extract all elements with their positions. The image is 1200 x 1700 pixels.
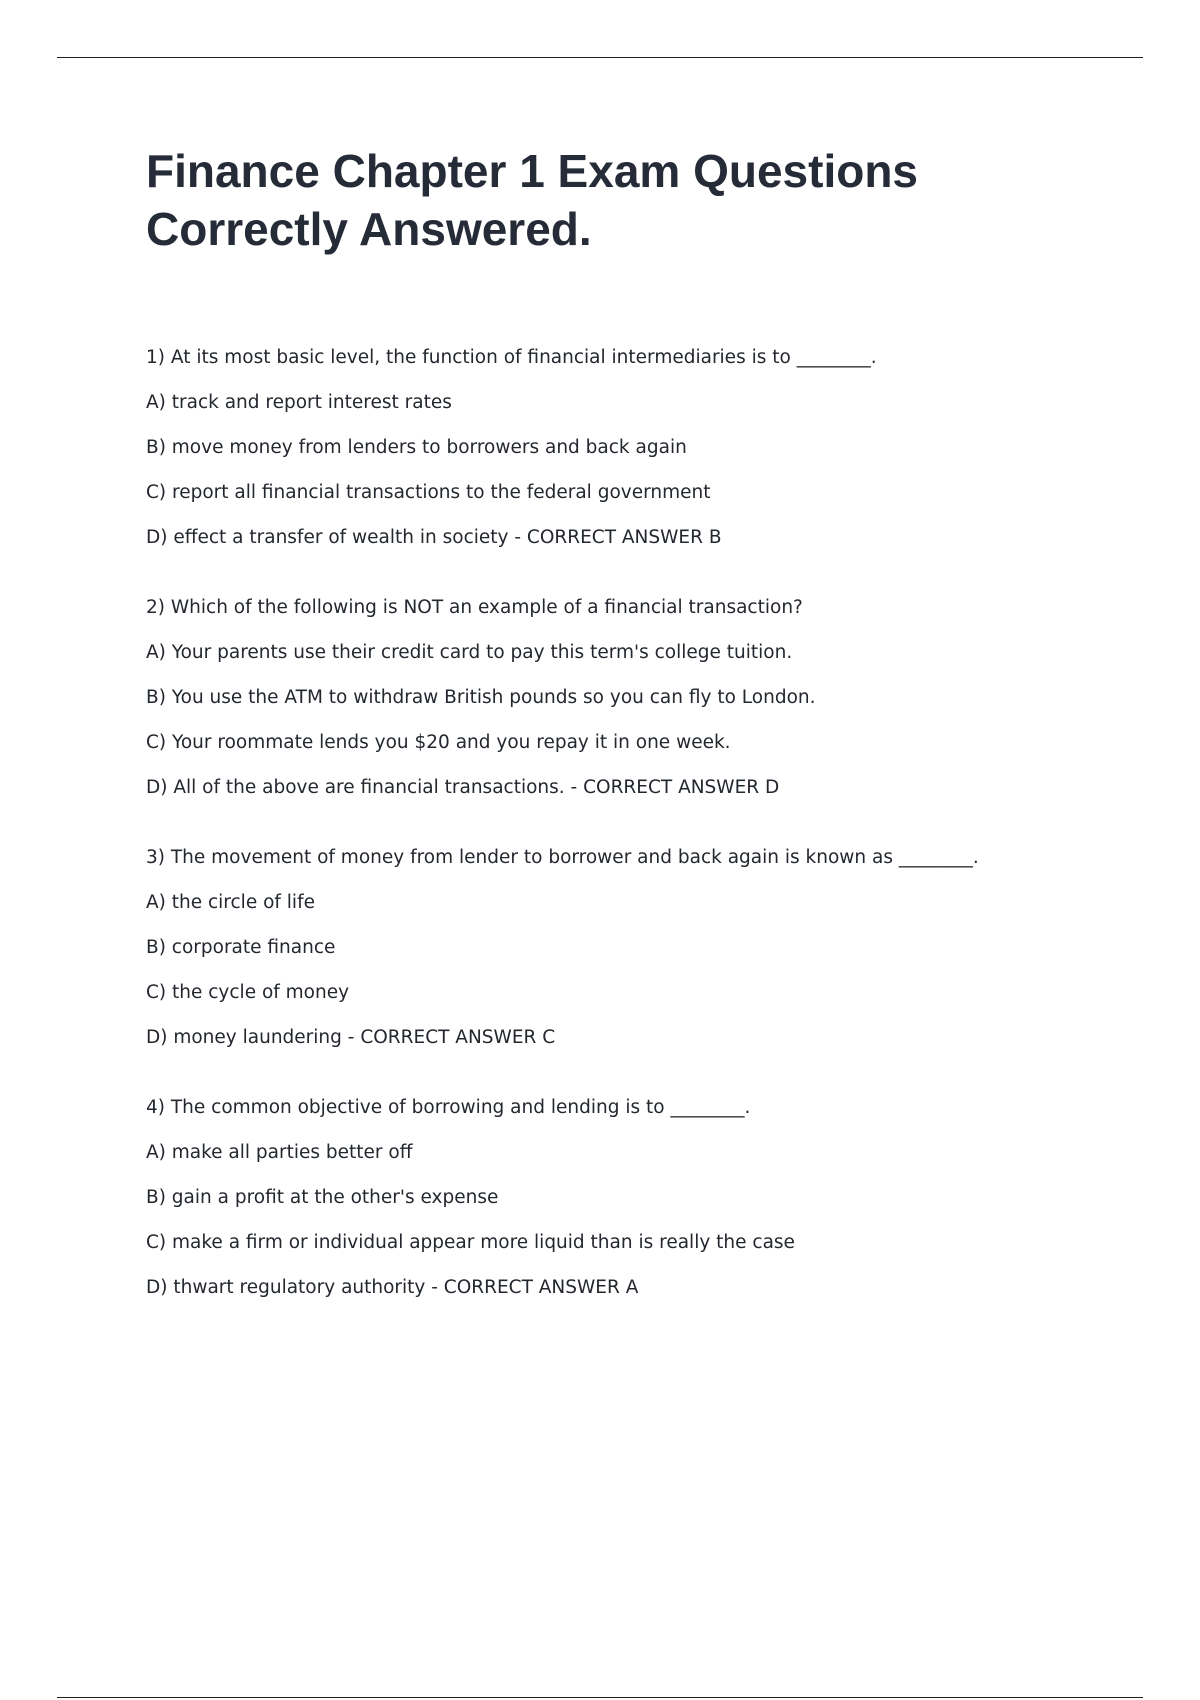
answer-option-d: D) effect a transfer of wealth in society - CORRECT ANSWER B [146, 527, 722, 548]
question-3 [146, 846, 1096, 1050]
answer-option-d: D) money laundering - CORRECT ANSWER C [146, 1027, 556, 1048]
page-title-line-1: Finance Chapter 1 Exam Questions [146, 145, 919, 197]
answer-option-d: D) All of the above are financial transactions. - CORRECT ANSWER D [146, 777, 780, 798]
question-1 [146, 346, 1096, 550]
question-prompt: 3) The movement of money from lender to borrower and back again is known as ________. [146, 847, 979, 868]
answer-option-c: C) report all financial transactions to the federal government [146, 482, 711, 503]
answer-option-d: D) thwart regulatory authority - CORRECT ANSWER A [146, 1277, 639, 1298]
bottom-rule [57, 1697, 1143, 1698]
page-title-line-2: Correctly Answered. [146, 203, 592, 255]
answer-option-a: A) Your parents use their credit card to pay this term's college tuition. [146, 642, 793, 663]
question-prompt: 2) Which of the following is NOT an example of a financial transaction? [146, 597, 803, 618]
question-prompt: 1) At its most basic level, the function of financial intermediaries is to ________. [146, 347, 877, 368]
answer-option-b: B) move money from lenders to borrowers and back again [146, 437, 687, 458]
question-prompt: 4) The common objective of borrowing and lending is to ________. [146, 1097, 751, 1118]
page-title [146, 142, 1046, 258]
answer-option-a: A) track and report interest rates [146, 392, 452, 413]
question-2 [146, 596, 1096, 800]
answer-option-a: A) the circle of life [146, 892, 315, 913]
answer-option-c: C) the cycle of money [146, 982, 350, 1003]
answer-option-b: B) gain a profit at the other's expense [146, 1187, 499, 1208]
question-list [146, 346, 1096, 1346]
top-rule [57, 57, 1143, 58]
answer-option-c: C) Your roommate lends you $20 and you repay it in one week. [146, 732, 731, 753]
answer-option-a: A) make all parties better off [146, 1142, 413, 1163]
answer-option-c: C) make a firm or individual appear more liquid than is really the case [146, 1232, 795, 1253]
answer-option-b: B) corporate finance [146, 937, 336, 958]
answer-option-b: B) You use the ATM to withdraw British pounds so you can fly to London. [146, 687, 816, 708]
question-4 [146, 1096, 1096, 1300]
